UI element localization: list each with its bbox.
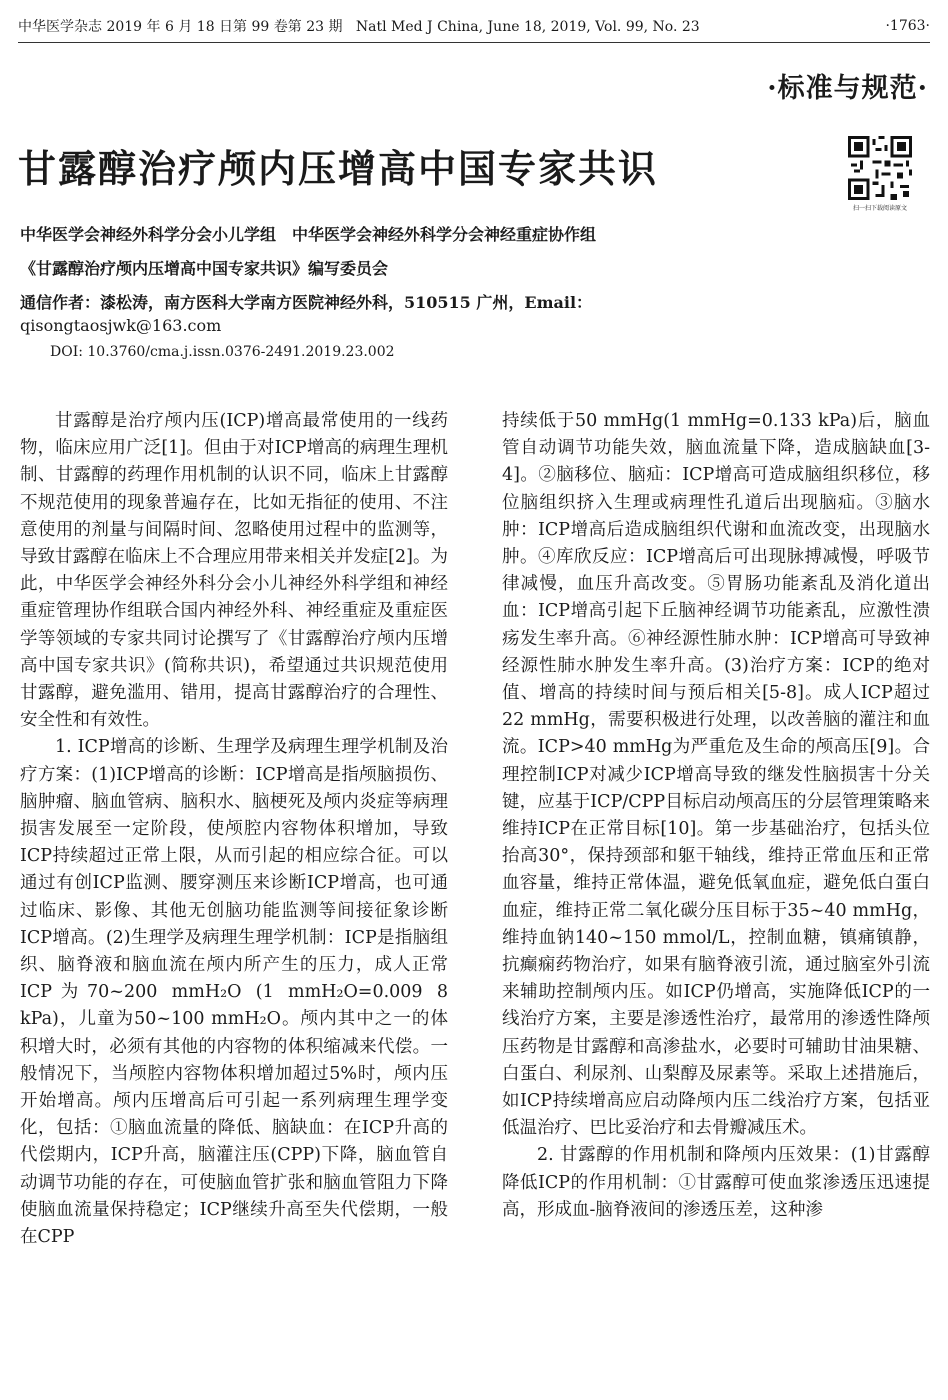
editorial-committee: 《甘露醇治疗颅内压增高中国专家共识》编写委员会	[20, 259, 389, 278]
journal-name-cn: 中华医学杂志 2019 年 6 月 18 日第 99 卷第 23 期	[18, 19, 343, 35]
body-column-right	[502, 408, 930, 1224]
corresponding-email[interactable]: qisongtaosjwk@163.com	[20, 316, 222, 335]
corresponding-author: 通信作者：漆松涛，南方医科大学南方医院神经外科，510515 广州，Email：	[20, 293, 593, 312]
journal-citation	[18, 16, 700, 36]
body-column-left	[20, 408, 448, 1251]
qr-code[interactable]	[848, 136, 912, 200]
qr-caption: 扫一扫下载阅读原文	[852, 205, 907, 212]
body-paragraph: 甘露醇是治疗颅内压(ICP)增高最常使用的一线药物，临床应用广泛[1]。但由于对ICP增高的病理生理机制、甘露醇的药理作用机制的认识不同，临床上甘露醇不规范使用的现象普遍存在，比如无指征的使用、不注意使用的剂量与间隔时间、忽略使用过程中的监测等，导致甘露醇在临床上不合理应用带来相关并发症[2]。为此，中华医学会神经外科分会小儿神经外科学组和神经重症管理协作组联合国内神经外科、神经重症及重症医学等领域的专家共同讨论撰写了《甘露醇治疗颅内压增高中国专家共识》(简称共识)，希望通过共识规范使用甘露醇，避免滥用、错用，提高甘露醇治疗的合理性、安全性和有效性。	[20, 411, 448, 731]
author-groups: 中华医学会神经外科学分会小儿学组 中华医学会神经外科学分会神经重症协作组	[20, 225, 597, 244]
page-number: ·1763·	[885, 18, 930, 34]
article-title: 甘露醇治疗颅内压增高中国专家共识	[18, 146, 659, 191]
body-paragraph: 2. 甘露醇的作用机制和降颅内压效果：(1)甘露醇降低ICP的作用机制：①甘露醇可使血浆渗透压迅速提高，形成血-脑脊液间的渗透压差，这种渗	[502, 1145, 931, 1220]
journal-name-en: Natl Med J China, June 18, 2019, Vol. 99, No. 23	[355, 19, 700, 35]
header-divider	[18, 42, 930, 43]
body-paragraph: 1. ICP增高的诊断、生理学及病理生理学机制及治疗方案：(1)ICP增高的诊断：ICP增高是指颅脑损伤、脑肿瘤、脑血管病、脑积水、脑梗死及颅内炎症等病理损害发展至一定阶段，使颅腔内容物体积增加，导致ICP持续超过正常上限，从而引起的相应综合征。可以通过有创ICP监测、腰穿测压来诊断ICP增高，也可通过临床、影像、其他无创脑功能监测等间接征象诊断ICP增高。(2)生理学及病理生理学机制：ICP是指脑组织、脑脊液和脑血流在颅内所产生的压力，成人正常ICP为70~200 mmH₂O (1 mmH₂O=0.009 8 kPa)，儿童为50~100 mmH₂O。颅内其中之一的体积增大时，必须有其他的内容物的体积缩减来代偿。一般情况下，当颅腔内容物体积增加超过5%时，颅内压开始增高。颅内压增高后可引起一系列病理生理学变化，包括：①脑血流量的降低、脑缺血：在ICP升高的代偿期内，ICP升高，脑灌注压(CPP)下降，脑血管自动调节功能的存在，可使脑血管扩张和脑血管阻力下降使脑血流量保持稳定；ICP继续升高至失代偿期，一般在CPP	[20, 737, 448, 1248]
doi[interactable]: DOI: 10.3760/cma.j.issn.0376-2491.2019.23.002	[50, 344, 395, 360]
running-header	[18, 14, 930, 38]
section-tag: ·标准与规范·	[767, 73, 928, 104]
body-paragraph: 持续低于50 mmHg(1 mmHg=0.133 kPa)后，脑血管自动调节功能失效，脑血流量下降，造成脑缺血[3-4]。②脑移位、脑疝：ICP增高可造成脑组织移位，移位脑组织挤入生理或病理性孔道后出现脑疝。③脑水肿：ICP增高后造成脑组织代谢和血流改变，出现脑水肿。④库欣反应：ICP增高后可出现脉搏减慢，呼吸节律减慢，血压升高改变。⑤胃肠功能紊乱及消化道出血：ICP增高引起下丘脑神经调节功能紊乱，应激性溃疡发生率升高。⑥神经源性肺水肿：ICP增高可导致神经源性肺水肿发生率升高。(3)治疗方案：ICP的绝对值、增高的持续时间与预后相关[5-8]。成人ICP超过22 mmHg，需要积极进行处理，以改善脑的灌注和血流。ICP>40 mmHg为严重危及生命的颅高压[9]。合理控制ICP对减少ICP增高导致的继发性脑损害十分关键，应基于ICP/CPP目标启动颅高压的分层管理策略来维持ICP在正常目标[10]。第一步基础治疗，包括头位抬高30°，保持颈部和躯干轴线，维持正常血压和正常血容量，维持正常体温，避免低氧血症，避免低白蛋白血症，维持正常二氧化碳分压目标于35~40 mmHg，维持血钠140~150 mmol/L，控制血糖，镇痛镇静，抗癫痫药物治疗，如果有脑脊液引流，通过脑室外引流来辅助控制颅内压。如ICP仍增高，实施降低ICP的一线治疗方案，主要是渗透性治疗，最常用的渗透性降颅压药物是甘露醇和高渗盐水，必要时可辅助甘油果糖、白蛋白、利尿剂、山梨醇及尿素等。采取上述措施后，如ICP持续增高应启动降颅内压二线治疗方案，包括亚低温治疗、巴比妥治疗和去骨瓣减压术。	[502, 411, 930, 1139]
